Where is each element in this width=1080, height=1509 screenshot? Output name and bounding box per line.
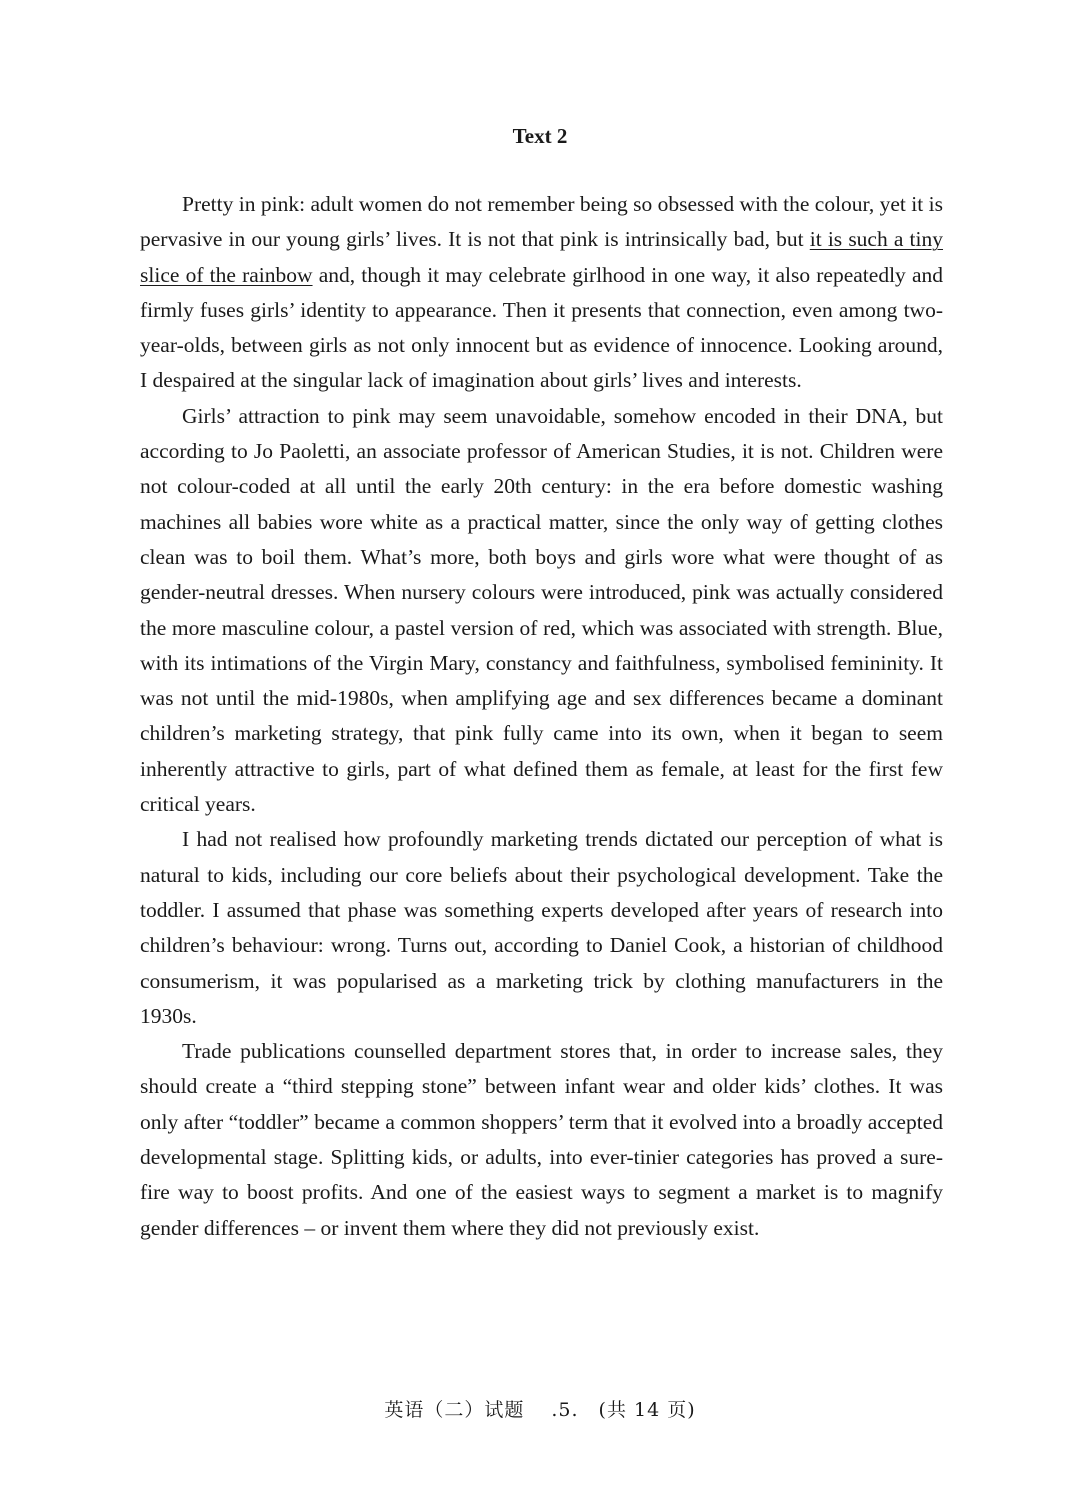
paragraph-4: Trade publications counselled department stores that, in order to increase sales, they should create a “third stepping stone” between infant wear and older kids’ clothes. It was only after “toddler” became a common shoppers’ term that it evolved into a broadly accepted developmental stage. Splitting kids, or adults, into ever-tinier categories has proved a sure-fire way to boost profits. And one of the easiest ways to segment a market is to magnify gender differences – or invent them where they did not previously exist.	[140, 1039, 943, 1240]
passage-body	[140, 187, 943, 1246]
paragraph-3: I had not realised how profoundly marketing trends dictated our perception of what is natural to kids, including our core beliefs about their psychological development. Take the toddler. I assumed that phase was something experts developed after years of research into children’s behaviour: wrong. Turns out, according to Daniel Cook, a historian of childhood consumerism, it was popularised as a marketing trick by clothing manufacturers in the 1930s.	[140, 827, 943, 1028]
paragraph-1	[140, 187, 943, 399]
underlined-phrase: it is such a tiny slice of the rainbow	[140, 227, 944, 287]
paragraph-1-text-after: and, though it may celebrate girlhood in one way, it also repeatedly and firmly fuses girls’ identity to appearance. Then it presents that connection, even among two-year-olds, between girls as not only innocent but as evidence of innocence. Looking around, I despaired at the singular lack of imagination about girls’ lives and interests.	[140, 262, 944, 393]
page-title: Text 2	[512, 124, 568, 148]
paragraph-2: Girls’ attraction to pink may seem unavoidable, somehow encoded in their DNA, but according to Jo Paoletti, an associate professor of American Studies, it is not. Children were not colour-coded at all until the early 20th century: in the era before domestic washing machines all babies wore white as a practical matter, since the only way of getting clothes clean was to boil them. What’s more, both boys and girls wore what were thought of as gender-neutral dresses. When nursery colours were introduced, pink was actually considered the more masculine colour, a pastel version of red, which was associated with strength. Blue, with its intimations of the Virgin Mary, constancy and faithfulness, symbolised femininity. It was not until the mid-1980s, when amplifying age and sex differences became a dominant children’s marketing strategy, that pink fully came into its own, when it began to seem inherently attractive to girls, part of what defined them as female, at least for the first few critical years.	[140, 403, 943, 817]
page-footer: 英语（二）试题 .5. (共 14 页)	[384, 1399, 696, 1421]
paragraph-1-text-before: Pretty in pink: adult women do not remember being so obsessed with the colour, yet it is pervasive in our young girls’ lives. It is not that pink is intrinsically bad, but	[140, 192, 943, 252]
